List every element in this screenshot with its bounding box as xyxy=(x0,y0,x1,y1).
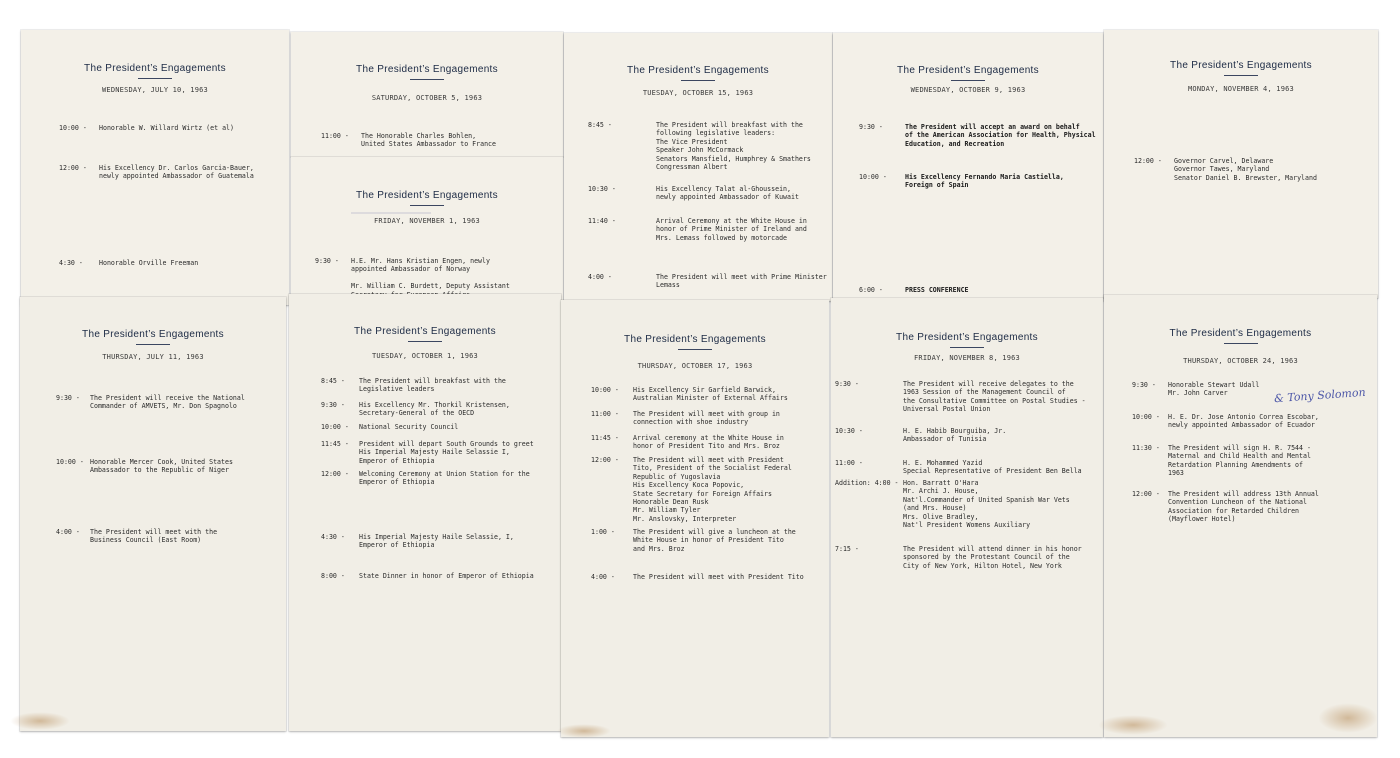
sheet-header: The President’s Engagements xyxy=(897,65,1039,76)
entry-description xyxy=(359,440,534,465)
entry-time: 11:00 - xyxy=(591,410,619,418)
entry-time: 11:40 - xyxy=(588,217,616,225)
entry-description xyxy=(656,273,827,290)
entry-description xyxy=(1168,381,1259,398)
entry-line: Mrs. Lemass followed by motorcade xyxy=(656,233,788,242)
entry-line: Honorable W. Willard Wirtz (et al) xyxy=(99,124,234,132)
entry-description xyxy=(359,423,458,431)
header-rule xyxy=(951,80,985,81)
entry-time: 11:00 - xyxy=(835,459,863,467)
entry-description xyxy=(633,434,784,451)
entry-time: 4:00 - xyxy=(588,273,612,281)
entry-line xyxy=(351,274,510,282)
water-stain xyxy=(557,724,611,738)
entry-line: The President will meet with President Tito xyxy=(633,573,804,581)
entry-description xyxy=(633,573,804,581)
sheet-header: The President’s Engagements xyxy=(356,64,498,75)
entry-time: 10:00 - xyxy=(859,173,887,181)
entry-time: 4:30 - xyxy=(59,259,83,267)
sheet-date: FRIDAY, NOVEMBER 8, 1963 xyxy=(914,354,1020,362)
entry-line: Universal Postal Union xyxy=(903,405,991,414)
sheet-date: THURSDAY, OCTOBER 17, 1963 xyxy=(637,362,753,370)
sheet-header: The President’s Engagements xyxy=(1169,328,1312,339)
entry-description xyxy=(903,545,1082,570)
entry-line: Emperor of Ethiopia xyxy=(359,541,435,550)
entry-description xyxy=(903,459,1082,476)
entry-line: Secretary-General of the OECD xyxy=(359,409,475,418)
entry-description xyxy=(633,410,780,427)
header-rule xyxy=(678,349,712,350)
entry-line: State Secretary for Foreign Affairs xyxy=(633,489,772,498)
entry-line: His Excellency Koca Popovic, xyxy=(633,481,745,490)
entry-line: Emperor of Ethiopia xyxy=(359,456,435,465)
entry-time: 10:30 - xyxy=(835,427,863,435)
entry-line: Commander of AMVETS, Mr. Don Spagnolo xyxy=(90,402,237,411)
entry-line: newly appointed Ambassador of Ecuador xyxy=(1168,421,1315,430)
entry-line: His Imperial Majesty Haile Selassie I, xyxy=(359,448,510,457)
entry-line: Nat'l.Commander of United Spanish War Vets xyxy=(903,495,1070,504)
entry-line: and Mrs. Broz xyxy=(633,544,685,553)
entry-description xyxy=(905,286,969,294)
entry-line: Special Representative of President Ben Bella xyxy=(903,467,1082,476)
header-rule xyxy=(1224,343,1258,344)
entry-description xyxy=(903,479,1070,529)
entry-line: 1963 xyxy=(1168,469,1184,478)
sheet-july-10 xyxy=(21,30,289,305)
entry-line: Republic of Yugoslavia xyxy=(633,472,721,481)
entry-line: The President will accept an award on behalf xyxy=(905,123,1080,131)
entry-line: White House in honor of President Tito xyxy=(633,536,784,545)
entry-line: appointed Ambassador of Norway xyxy=(351,265,471,274)
entry-line: Senator Daniel B. Brewster, Maryland xyxy=(1174,173,1317,182)
entry-line: Emperor of Ethiopia xyxy=(359,478,435,487)
sheet-oct-24 xyxy=(1104,295,1377,737)
entry-description xyxy=(361,132,496,149)
sheet-header: The President’s Engagements xyxy=(354,326,496,337)
entry-line: The President will address 13th Annual xyxy=(1168,490,1319,498)
entry-description xyxy=(359,533,514,550)
entry-line: newly appointed Ambassador of Kuwait xyxy=(656,193,799,202)
entry-line: The President will breakfast with the xyxy=(656,121,803,129)
entry-line: City of New York, Hilton Hotel, New York xyxy=(903,561,1062,570)
entry-line: The President will meet with Prime Minister xyxy=(656,273,827,281)
entry-line: Honorable Mercer Cook, United States xyxy=(90,458,233,466)
entry-line: The President will attend dinner in his honor xyxy=(903,545,1082,553)
entry-description xyxy=(90,458,233,475)
entry-description xyxy=(905,123,1096,148)
entry-line: Honorable Stewart Udall xyxy=(1168,381,1260,389)
entry-description xyxy=(351,257,510,299)
entry-line: The President will receive the National xyxy=(90,394,245,402)
entry-time: 10:00 - xyxy=(591,386,619,394)
entry-line: Mr. Anslovsky, Interpreter xyxy=(633,514,737,523)
entry-line: His Excellency Mr. Thorkil Kristensen, xyxy=(359,401,510,409)
header-rule xyxy=(681,80,715,81)
entry-time: 9:30 - xyxy=(835,380,859,388)
sheet-date: FRIDAY, NOVEMBER 1, 1963 xyxy=(374,217,480,225)
entry-line: His Excellency Talat al-Ghoussein, xyxy=(656,185,791,193)
sheet-date: TUESDAY, OCTOBER 1, 1963 xyxy=(372,352,478,360)
entry-line: connection with shoe industry xyxy=(633,418,749,427)
entry-description xyxy=(656,217,807,242)
header-rule xyxy=(950,347,984,348)
entry-line: H. E. Dr. Jose Antonio Correa Escobar, xyxy=(1168,413,1319,421)
entry-description xyxy=(359,401,510,418)
header-rule xyxy=(1224,75,1258,76)
entry-line: newly appointed Ambassador of Guatemala xyxy=(99,172,254,181)
sheet-oct-5 xyxy=(291,32,563,157)
entry-line: His Imperial Majesty Haile Selassie, I, xyxy=(359,533,514,541)
sheet-header: The President’s Engagements xyxy=(627,65,769,76)
entry-time: 9:30 - xyxy=(56,394,80,402)
entry-line: PRESS CONFERENCE xyxy=(905,286,969,294)
faint-bleed-through xyxy=(351,212,431,214)
sheet-header: The President’s Engagements xyxy=(356,190,498,201)
entry-line: Senators Mansfield, Humphrey & Smathers xyxy=(656,154,811,163)
entry-description xyxy=(99,124,234,132)
entry-line: H. E. Mohammed Yazid xyxy=(903,459,983,467)
entry-line: Retardation Planning Amendments of xyxy=(1168,460,1303,469)
entry-time: 10:00 - xyxy=(56,458,84,466)
header-rule xyxy=(410,205,444,206)
entry-line: Mr. John Carver xyxy=(1168,389,1228,398)
entry-time: 11:45 - xyxy=(591,434,619,442)
entry-line: sponsored by the Protestant Council of the xyxy=(903,553,1070,562)
entry-line: State Dinner in honor of Emperor of Ethiopia xyxy=(359,572,534,580)
entry-description xyxy=(359,470,530,487)
sheet-header: The President’s Engagements xyxy=(84,63,226,74)
entry-line: Mr. Archi J. House, xyxy=(903,487,979,496)
entry-time: 12:00 - xyxy=(321,470,349,478)
sheet-nov-1 xyxy=(291,157,563,300)
entry-description xyxy=(633,528,796,553)
entry-time: 11:00 - xyxy=(321,132,349,140)
entry-description xyxy=(1174,157,1317,182)
entry-description xyxy=(656,121,811,171)
entry-line: Honorable Orville Freeman xyxy=(99,259,199,267)
entry-line: H. E. Habib Bourguiba, Jr. xyxy=(903,427,1007,435)
entry-time: 8:45 - xyxy=(321,377,345,385)
entry-description xyxy=(99,259,198,267)
entry-line: Lemass xyxy=(656,281,680,290)
entry-line: The President will give a luncheon at the xyxy=(633,528,796,536)
entry-description xyxy=(1168,444,1311,478)
entry-line: Honorable Dean Rusk xyxy=(633,498,709,507)
entry-line: honor of President Tito and Mrs. Broz xyxy=(633,442,780,451)
sheet-oct-1 xyxy=(289,294,561,731)
entry-line: His Excellency Fernando Maria Castiella, xyxy=(905,173,1064,181)
sheet-july-11 xyxy=(20,297,286,731)
sheet-date: THURSDAY, JULY 11, 1963 xyxy=(102,353,204,361)
entry-description xyxy=(99,164,254,181)
header-rule xyxy=(408,341,442,342)
entry-line: Legislative leaders xyxy=(359,385,435,394)
header-rule xyxy=(138,78,172,79)
sheet-date: MONDAY, NOVEMBER 4, 1963 xyxy=(1188,85,1294,93)
entry-line: Nat'l President Womens Auxiliary xyxy=(903,521,1031,530)
entry-line: Mr. William C. Burdett, Deputy Assistant xyxy=(351,282,510,291)
entry-description xyxy=(359,572,534,580)
entry-line: Maternal and Child Health and Mental xyxy=(1168,452,1311,461)
sheet-date: WEDNESDAY, JULY 10, 1963 xyxy=(102,86,208,94)
entry-time: 10:00 - xyxy=(321,423,349,431)
entry-time: 9:30 - xyxy=(315,257,339,265)
entry-line: 1963 Session of the Management Council of xyxy=(903,388,1066,397)
sheet-oct-15 xyxy=(564,33,832,301)
entry-time: 10:00 - xyxy=(1132,413,1160,421)
entry-time: 6:00 - xyxy=(859,286,883,294)
entry-time: 9:30 - xyxy=(859,123,883,131)
entry-time: 12:00 - xyxy=(1132,490,1160,498)
sheet-date: THURSDAY, OCTOBER 24, 1963 xyxy=(1183,357,1298,365)
entry-description xyxy=(1168,413,1319,430)
entry-line: Education, and Recreation xyxy=(905,139,1005,148)
entry-time: 12:00 - xyxy=(1134,157,1162,165)
entry-description xyxy=(90,528,217,545)
entry-line: The President will meet with the xyxy=(90,528,218,536)
sheet-header: The President’s Engagements xyxy=(1170,60,1312,71)
entry-line: The President will receive delegates to the xyxy=(903,380,1074,388)
entry-line: The President will meet with group in xyxy=(633,410,780,418)
entry-line: Governor Tawes, Maryland xyxy=(1174,165,1270,174)
entry-description xyxy=(90,394,245,411)
entry-line: Arrival ceremony at the White House in xyxy=(633,434,784,442)
entry-time: 8:45 - xyxy=(588,121,612,129)
header-rule xyxy=(410,79,444,80)
entry-line: Australian Minister of External Affairs xyxy=(633,394,788,403)
entry-line: the Consultative Committee on Postal Studies - xyxy=(903,396,1086,405)
entry-time: 4:00 - xyxy=(56,528,80,536)
water-stain xyxy=(1318,703,1378,733)
entry-time: 8:00 - xyxy=(321,572,345,580)
entry-line: The President will breakfast with the xyxy=(359,377,506,385)
entry-line: Hon. Barratt O'Hara xyxy=(903,479,979,487)
sheet-oct-17 xyxy=(561,300,829,737)
entry-line: Mrs. Olive Bradley, xyxy=(903,512,979,521)
sheet-header: The President’s Engagements xyxy=(896,332,1038,343)
entry-description xyxy=(905,173,1064,190)
water-stain xyxy=(1098,715,1168,735)
entry-line: His Excellency Sir Garfield Barwick, xyxy=(633,386,776,394)
entry-time: 4:00 - xyxy=(591,573,615,581)
entry-line: The President will meet with President xyxy=(633,456,784,464)
entry-time: 12:00 - xyxy=(59,164,87,172)
entry-time: 1:00 - xyxy=(591,528,615,536)
entry-line: Convention Luncheon of the National xyxy=(1168,498,1307,507)
entry-time: 9:30 - xyxy=(321,401,345,409)
entry-line: Congressman Albert xyxy=(656,163,728,172)
entry-line: Welcoming Ceremony at Union Station for the xyxy=(359,470,530,478)
entry-line: Ambassador of Tunisia xyxy=(903,435,987,444)
entry-line: National Security Council xyxy=(359,423,459,431)
sheet-nov-8 xyxy=(831,298,1103,737)
entry-description xyxy=(656,185,799,202)
water-stain xyxy=(10,712,70,730)
entry-line: Mr. William Tyler xyxy=(633,506,701,515)
entry-line: United States Ambassador to France xyxy=(361,140,496,149)
entry-line: honor of Prime Minister of Ireland and xyxy=(656,225,807,234)
sheet-date: TUESDAY, OCTOBER 15, 1963 xyxy=(642,89,754,97)
entry-line: His Excellency Dr. Carlos Garcia-Bauer, xyxy=(99,164,254,172)
entry-line: H.E. Mr. Hans Kristian Engen, newly xyxy=(351,257,490,265)
entry-line: Business Council (East Room) xyxy=(90,536,202,545)
entry-line: The Honorable Charles Bohlen, xyxy=(361,132,477,140)
entry-time: 12:00 - xyxy=(591,456,619,464)
entry-time: 10:00 - xyxy=(59,124,87,132)
entry-line: President will depart South Grounds to greet xyxy=(359,440,534,448)
entry-description xyxy=(903,380,1086,414)
entry-line: Foreign of Spain xyxy=(905,181,969,190)
entry-time: 11:45 - xyxy=(321,440,349,448)
entry-time: Addition: 4:00 - xyxy=(835,479,899,487)
entry-line: (Mayflower Hotel) xyxy=(1168,515,1236,524)
entry-time: 9:30 - xyxy=(1132,381,1156,389)
entry-line: Ambassador to the Republic of Niger xyxy=(90,466,229,475)
entry-description xyxy=(1168,490,1319,524)
entry-description xyxy=(359,377,506,394)
entry-line: following legislative leaders: xyxy=(656,129,776,138)
entry-time: 10:30 - xyxy=(588,185,616,193)
sheet-header: The President’s Engagements xyxy=(82,329,224,340)
entry-time: 11:30 - xyxy=(1132,444,1160,452)
sheet-date: WEDNESDAY, OCTOBER 9, 1963 xyxy=(910,86,1026,94)
entry-line: The Vice President xyxy=(656,137,728,146)
entry-line: Arrival Ceremony at the White House in xyxy=(656,217,807,225)
header-rule xyxy=(136,344,170,345)
entry-line: Governor Carvel, Delaware xyxy=(1174,157,1274,165)
sheet-nov-4 xyxy=(1104,30,1378,298)
entry-line: of the American Association for Health, Physical xyxy=(905,131,1096,140)
handwritten-signature: & Tony Solomon xyxy=(1273,385,1366,406)
entry-line: (and Mrs. House) xyxy=(903,504,967,513)
sheet-date: SATURDAY, OCTOBER 5, 1963 xyxy=(371,94,483,102)
entry-line: Association for Retarded Children xyxy=(1168,506,1300,515)
sheet-header: The President’s Engagements xyxy=(624,334,766,345)
entry-line: Tito, President of the Socialist Federal xyxy=(633,464,792,473)
entry-time: 4:30 - xyxy=(321,533,345,541)
entry-description xyxy=(633,386,788,403)
entry-time: 7:15 - xyxy=(835,545,859,553)
entry-line: The President will sign H. R. 7544 - xyxy=(1168,444,1311,452)
sheet-oct-9 xyxy=(833,33,1103,301)
entry-description xyxy=(903,427,1006,444)
entry-line: Speaker John McCormack xyxy=(656,146,744,155)
entry-description xyxy=(633,456,792,523)
